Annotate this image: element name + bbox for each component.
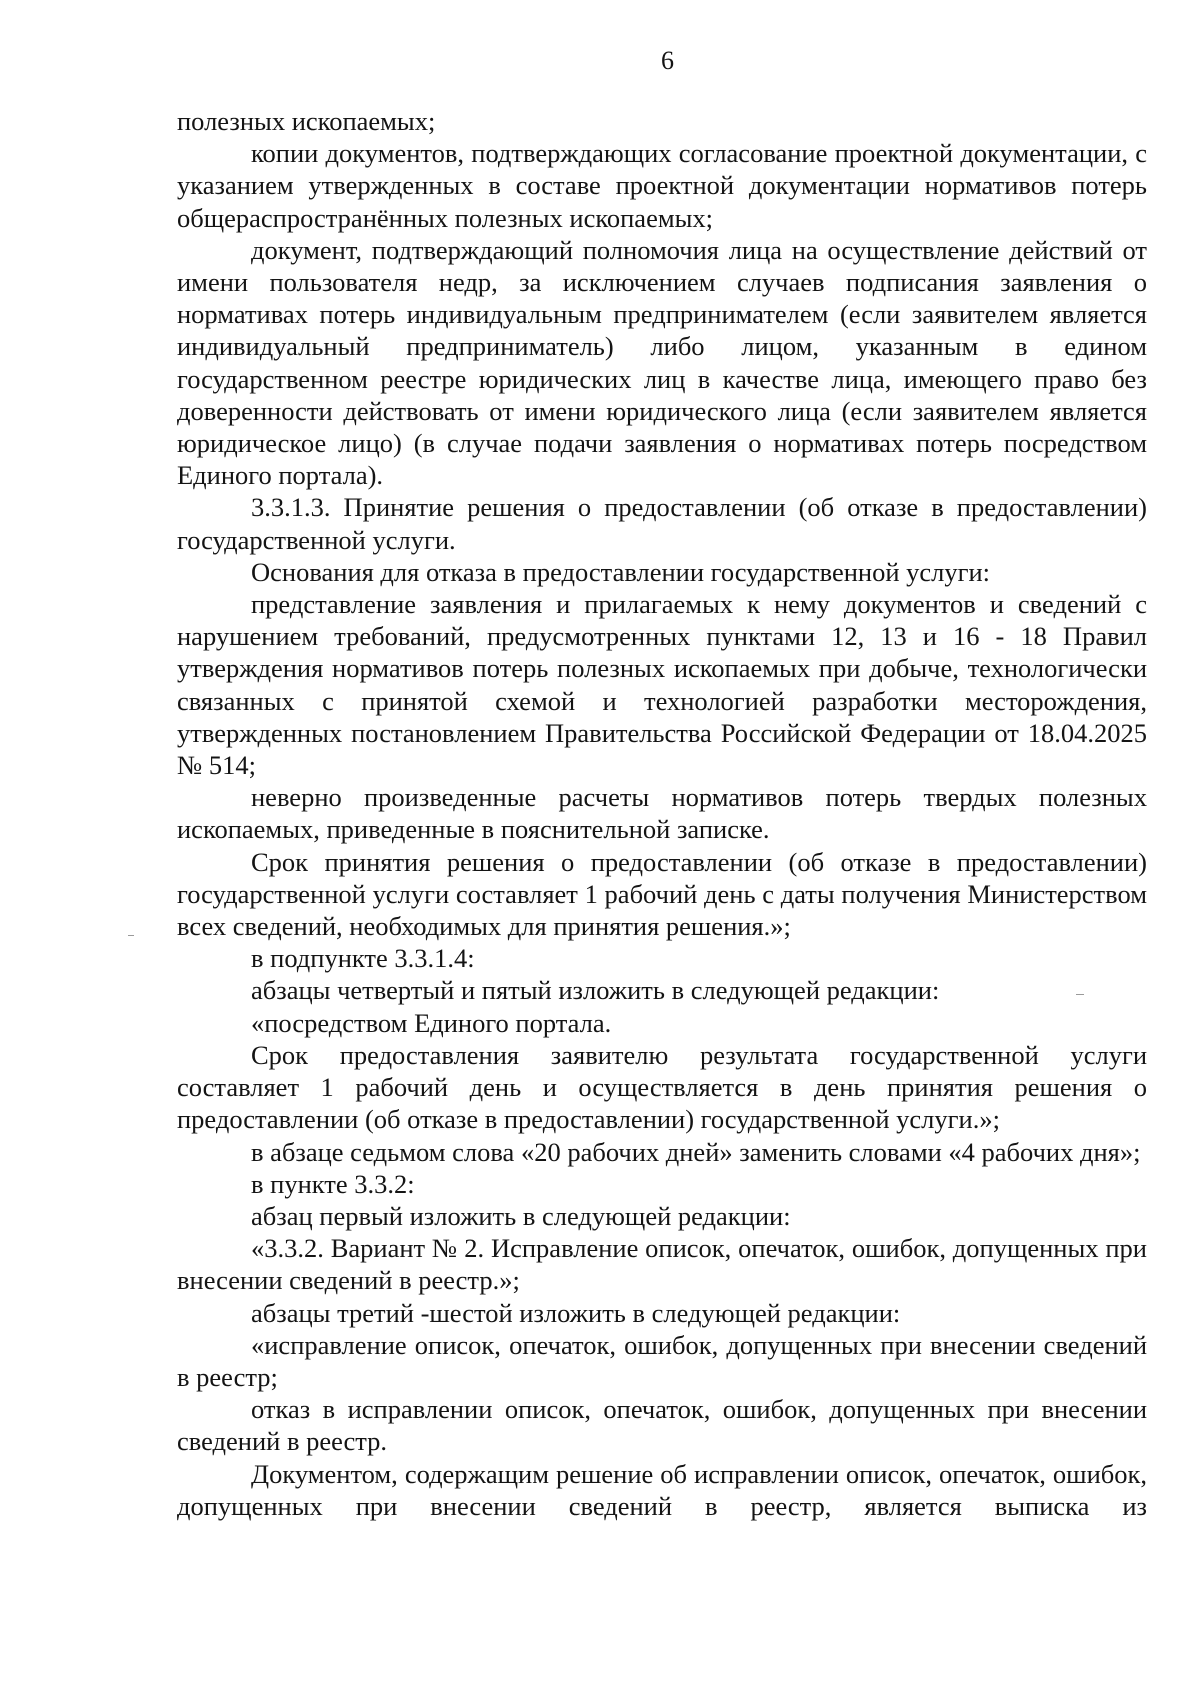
scan-artifact-left <box>128 935 134 936</box>
paragraph: Срок принятия решения о предоставлении (об отказе в предоставлении) государственной услуги составляет 1 рабочий день с даты получения Министерством всех сведений, необходимых для принятия решения.»; <box>177 846 1147 942</box>
paragraph: Документом, содержащим решение об исправлении описок, опечаток, ошибок, допущенных при внесении сведений в реестр, является выписка из <box>177 1458 1147 1521</box>
paragraph: «посредством Единого портала. <box>251 1007 612 1038</box>
paragraph: Основания для отказа в предоставлении государственной услуги: <box>251 556 991 587</box>
paragraph: «исправление описок, опечаток, ошибок, допущенных при внесении сведений в реестр; <box>177 1329 1147 1392</box>
paragraph: Срок предоставления заявителю результата государственной услуги составляет 1 рабочий день и осуществляется в день принятия решения о предоставлении (об отказе в предоставлении) государственной услуги.»; <box>177 1039 1147 1135</box>
paragraph: абзацы четвертый и пятый изложить в следующей редакции: <box>251 975 940 1006</box>
page-number: 6 <box>661 46 674 75</box>
paragraph: абзацы третий -шестой изложить в следующей редакции: <box>251 1297 901 1328</box>
paragraph: абзац первый изложить в следующей редакции: <box>251 1200 791 1231</box>
paragraph: в подпункте 3.3.1.4: <box>251 943 475 974</box>
paragraph: отказ в исправлении описок, опечаток, ошибок, допущенных при внесении сведений в реестр. <box>177 1394 1147 1457</box>
paragraph: представление заявления и прилагаемых к нему документов и сведений с нарушением требований, предусмотренных пунктами 12, 13 и 16 - 18 Правил утверждения нормативов потерь полезных ископаемых при добыче, технологически связанных с принятой схемой и технологией разработки месторождения, утвержденных постановлением Правительства Российской Федерации от 18.04.2025 № 514; <box>177 589 1147 781</box>
paragraph: документ, подтверждающий полномочия лица на осуществление действий от имени пользователя недр, за исключением случаев подписания заявления о нормативах потерь индивидуальным предпринимателем (если заявителем является индивидуальный предприниматель) либо лицом, указанным в едином государственном реестре юридических лиц в качестве лица, имеющего право без доверенности действовать от имени юридического лица (если заявителем является юридическое лицо) (в случае подачи заявления о нормативах потерь посредством Единого портала). <box>177 234 1147 491</box>
paragraph: в пункте 3.3.2: <box>251 1168 415 1199</box>
paragraph: 3.3.1.3. Принятие решения о предоставлении (об отказе в предоставлении) государственной услуги. <box>177 492 1147 555</box>
paragraph: копии документов, подтверждающих согласование проектной документации, с указанием утвержденных в составе проектной документации нормативов потерь общераспространённых полезных ископаемых; <box>177 138 1147 233</box>
paragraph: в абзаце седьмом слова «20 рабочих дней» заменить словами «4 рабочих дня»; <box>251 1136 1141 1167</box>
paragraph: полезных ископаемых; <box>177 106 436 136</box>
paragraph: неверно произведенные расчеты нормативов потерь твердых полезных ископаемых, приведенные в пояснительной записке. <box>177 782 1147 845</box>
paragraph: «3.3.2. Вариант № 2. Исправление описок, опечаток, ошибок, допущенных при внесении сведений в реестр.»; <box>177 1233 1147 1296</box>
scan-artifact-right <box>1076 994 1084 995</box>
document-body <box>177 105 1147 1522</box>
